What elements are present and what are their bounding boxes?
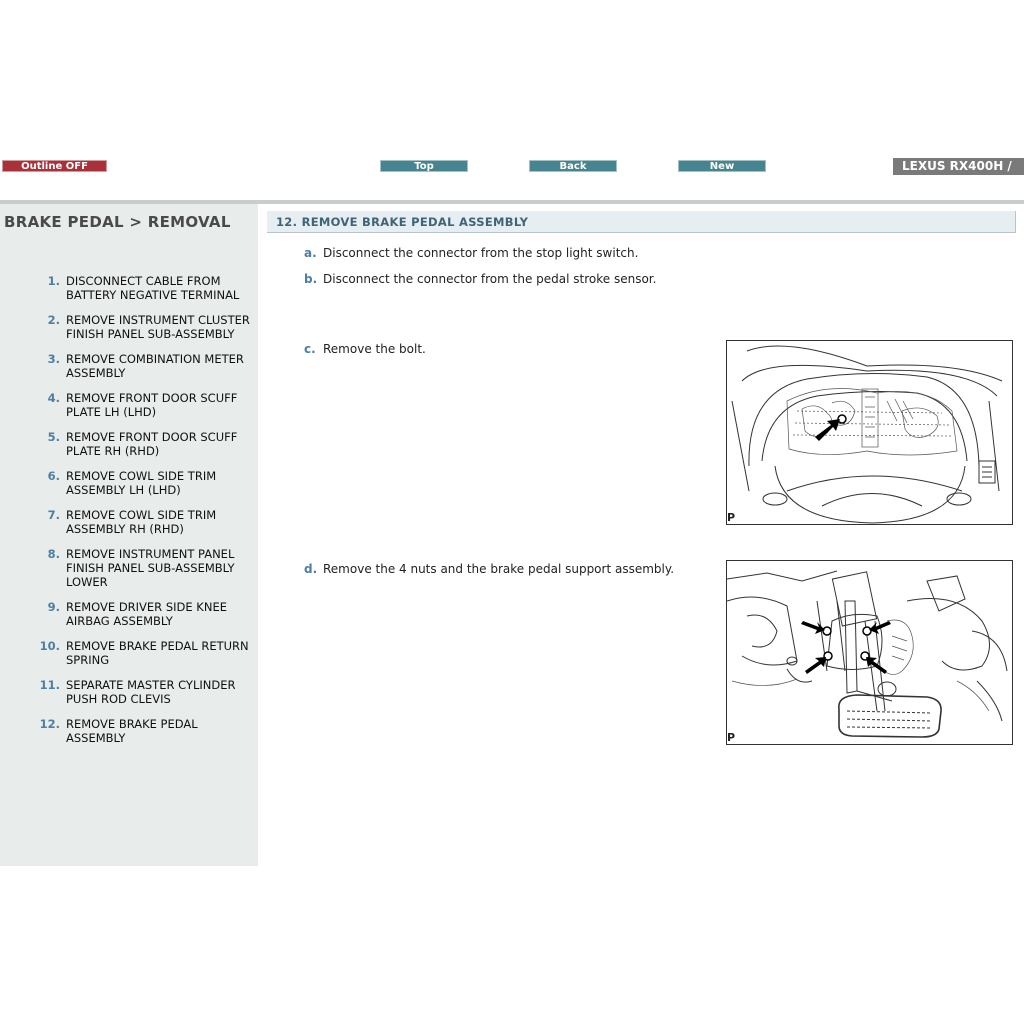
- outline-item-number: 3.: [47, 352, 60, 366]
- outline-item[interactable]: [30, 274, 255, 302]
- instruction-letter: c.: [304, 342, 316, 356]
- outline-item-number: 4.: [47, 391, 60, 405]
- instruction-step: [304, 562, 674, 576]
- outline-item-number: 11.: [39, 678, 60, 692]
- instruction-step: [304, 342, 426, 356]
- figure-label: P: [727, 731, 736, 744]
- steering-column-bolt-illustration: [727, 341, 1012, 524]
- instruction-step: [304, 246, 638, 260]
- brake-pedal-support-nuts-illustration: [727, 561, 1012, 744]
- outline-item[interactable]: [30, 547, 255, 589]
- outline-item-label[interactable]: REMOVE FRONT DOOR SCUFF PLATE LH (LHD): [66, 391, 238, 419]
- outline-item[interactable]: [30, 678, 255, 706]
- instruction-letter: b.: [304, 272, 318, 286]
- outline-item-number: 10.: [39, 639, 60, 653]
- arrow-icon: [815, 419, 840, 441]
- outline-item-number: 1.: [47, 274, 60, 288]
- arrow-icon: [805, 657, 826, 674]
- outline-item-label[interactable]: REMOVE COWL SIDE TRIM ASSEMBLY RH (RHD): [66, 508, 217, 536]
- bolt-marker: [838, 415, 846, 423]
- outline-item-label[interactable]: REMOVE COWL SIDE TRIM ASSEMBLY LH (LHD): [66, 469, 217, 497]
- outline-item-label[interactable]: REMOVE INSTRUMENT PANEL FINISH PANEL SUB-ASSEMBLY LOWER: [66, 547, 235, 589]
- instruction-letter: a.: [304, 246, 317, 260]
- outline-item-label[interactable]: REMOVE DRIVER SIDE KNEE AIRBAG ASSEMBLY: [66, 600, 227, 628]
- top-button[interactable]: Top: [380, 160, 468, 172]
- outline-item-label[interactable]: REMOVE FRONT DOOR SCUFF PLATE RH (RHD): [66, 430, 238, 458]
- outline-item-number: 8.: [47, 547, 60, 561]
- figure-label: P: [727, 511, 736, 524]
- bolt-location-figure: [726, 340, 1013, 525]
- outline-item-label[interactable]: SEPARATE MASTER CYLINDER PUSH ROD CLEVIS: [66, 678, 236, 706]
- outline-item-number: 6.: [47, 469, 60, 483]
- outline-item-label[interactable]: REMOVE COMBINATION METER ASSEMBLY: [66, 352, 244, 380]
- outline-item[interactable]: [30, 717, 255, 745]
- vehicle-model-label: LEXUS RX400H /: [893, 158, 1024, 175]
- page-title: BRAKE PEDAL > REMOVAL: [4, 213, 231, 231]
- outline-item-number: 2.: [47, 313, 60, 327]
- outline-item-label[interactable]: REMOVE BRAKE PEDAL RETURN SPRING: [66, 639, 249, 667]
- outline-item[interactable]: [30, 469, 255, 497]
- outline-item[interactable]: [30, 430, 255, 458]
- outline-item[interactable]: [30, 508, 255, 536]
- outline-item-number: 9.: [47, 600, 60, 614]
- instruction-text: Disconnect the connector from the stop light switch.: [323, 246, 639, 260]
- instruction-letter: d.: [304, 562, 318, 576]
- outline-item-number: 12.: [39, 717, 60, 731]
- procedure-outline: [30, 274, 255, 756]
- pedal-support-nuts-figure: [726, 560, 1013, 745]
- instruction-text: Remove the bolt.: [323, 342, 426, 356]
- instruction-step: [304, 272, 656, 286]
- outline-item-label[interactable]: REMOVE INSTRUMENT CLUSTER FINISH PANEL SUB-ASSEMBLY: [66, 313, 250, 341]
- arrow-icon: [869, 621, 891, 634]
- outline-item[interactable]: [30, 352, 255, 380]
- instruction-text: Remove the 4 nuts and the brake pedal support assembly.: [323, 562, 675, 576]
- outline-item[interactable]: [30, 639, 255, 667]
- back-button[interactable]: Back: [529, 160, 617, 172]
- step-header: 12. REMOVE BRAKE PEDAL ASSEMBLY: [267, 211, 1016, 233]
- outline-item[interactable]: [30, 600, 255, 628]
- new-button[interactable]: New: [678, 160, 766, 172]
- outline-item-label[interactable]: DISCONNECT CABLE FROM BATTERY NEGATIVE TERMINAL: [66, 274, 240, 302]
- nut-marker: [823, 627, 831, 635]
- outline-item[interactable]: [30, 313, 255, 341]
- nut-marker: [863, 627, 871, 635]
- arrow-icon: [866, 657, 887, 674]
- outline-item[interactable]: [30, 391, 255, 419]
- outline-item-number: 7.: [47, 508, 60, 522]
- outline-item-label[interactable]: REMOVE BRAKE PEDAL ASSEMBLY: [66, 717, 198, 745]
- instruction-text: Disconnect the connector from the pedal stroke sensor.: [323, 272, 657, 286]
- outline-toggle-button[interactable]: Outline OFF: [2, 160, 107, 172]
- outline-item-number: 5.: [47, 430, 60, 444]
